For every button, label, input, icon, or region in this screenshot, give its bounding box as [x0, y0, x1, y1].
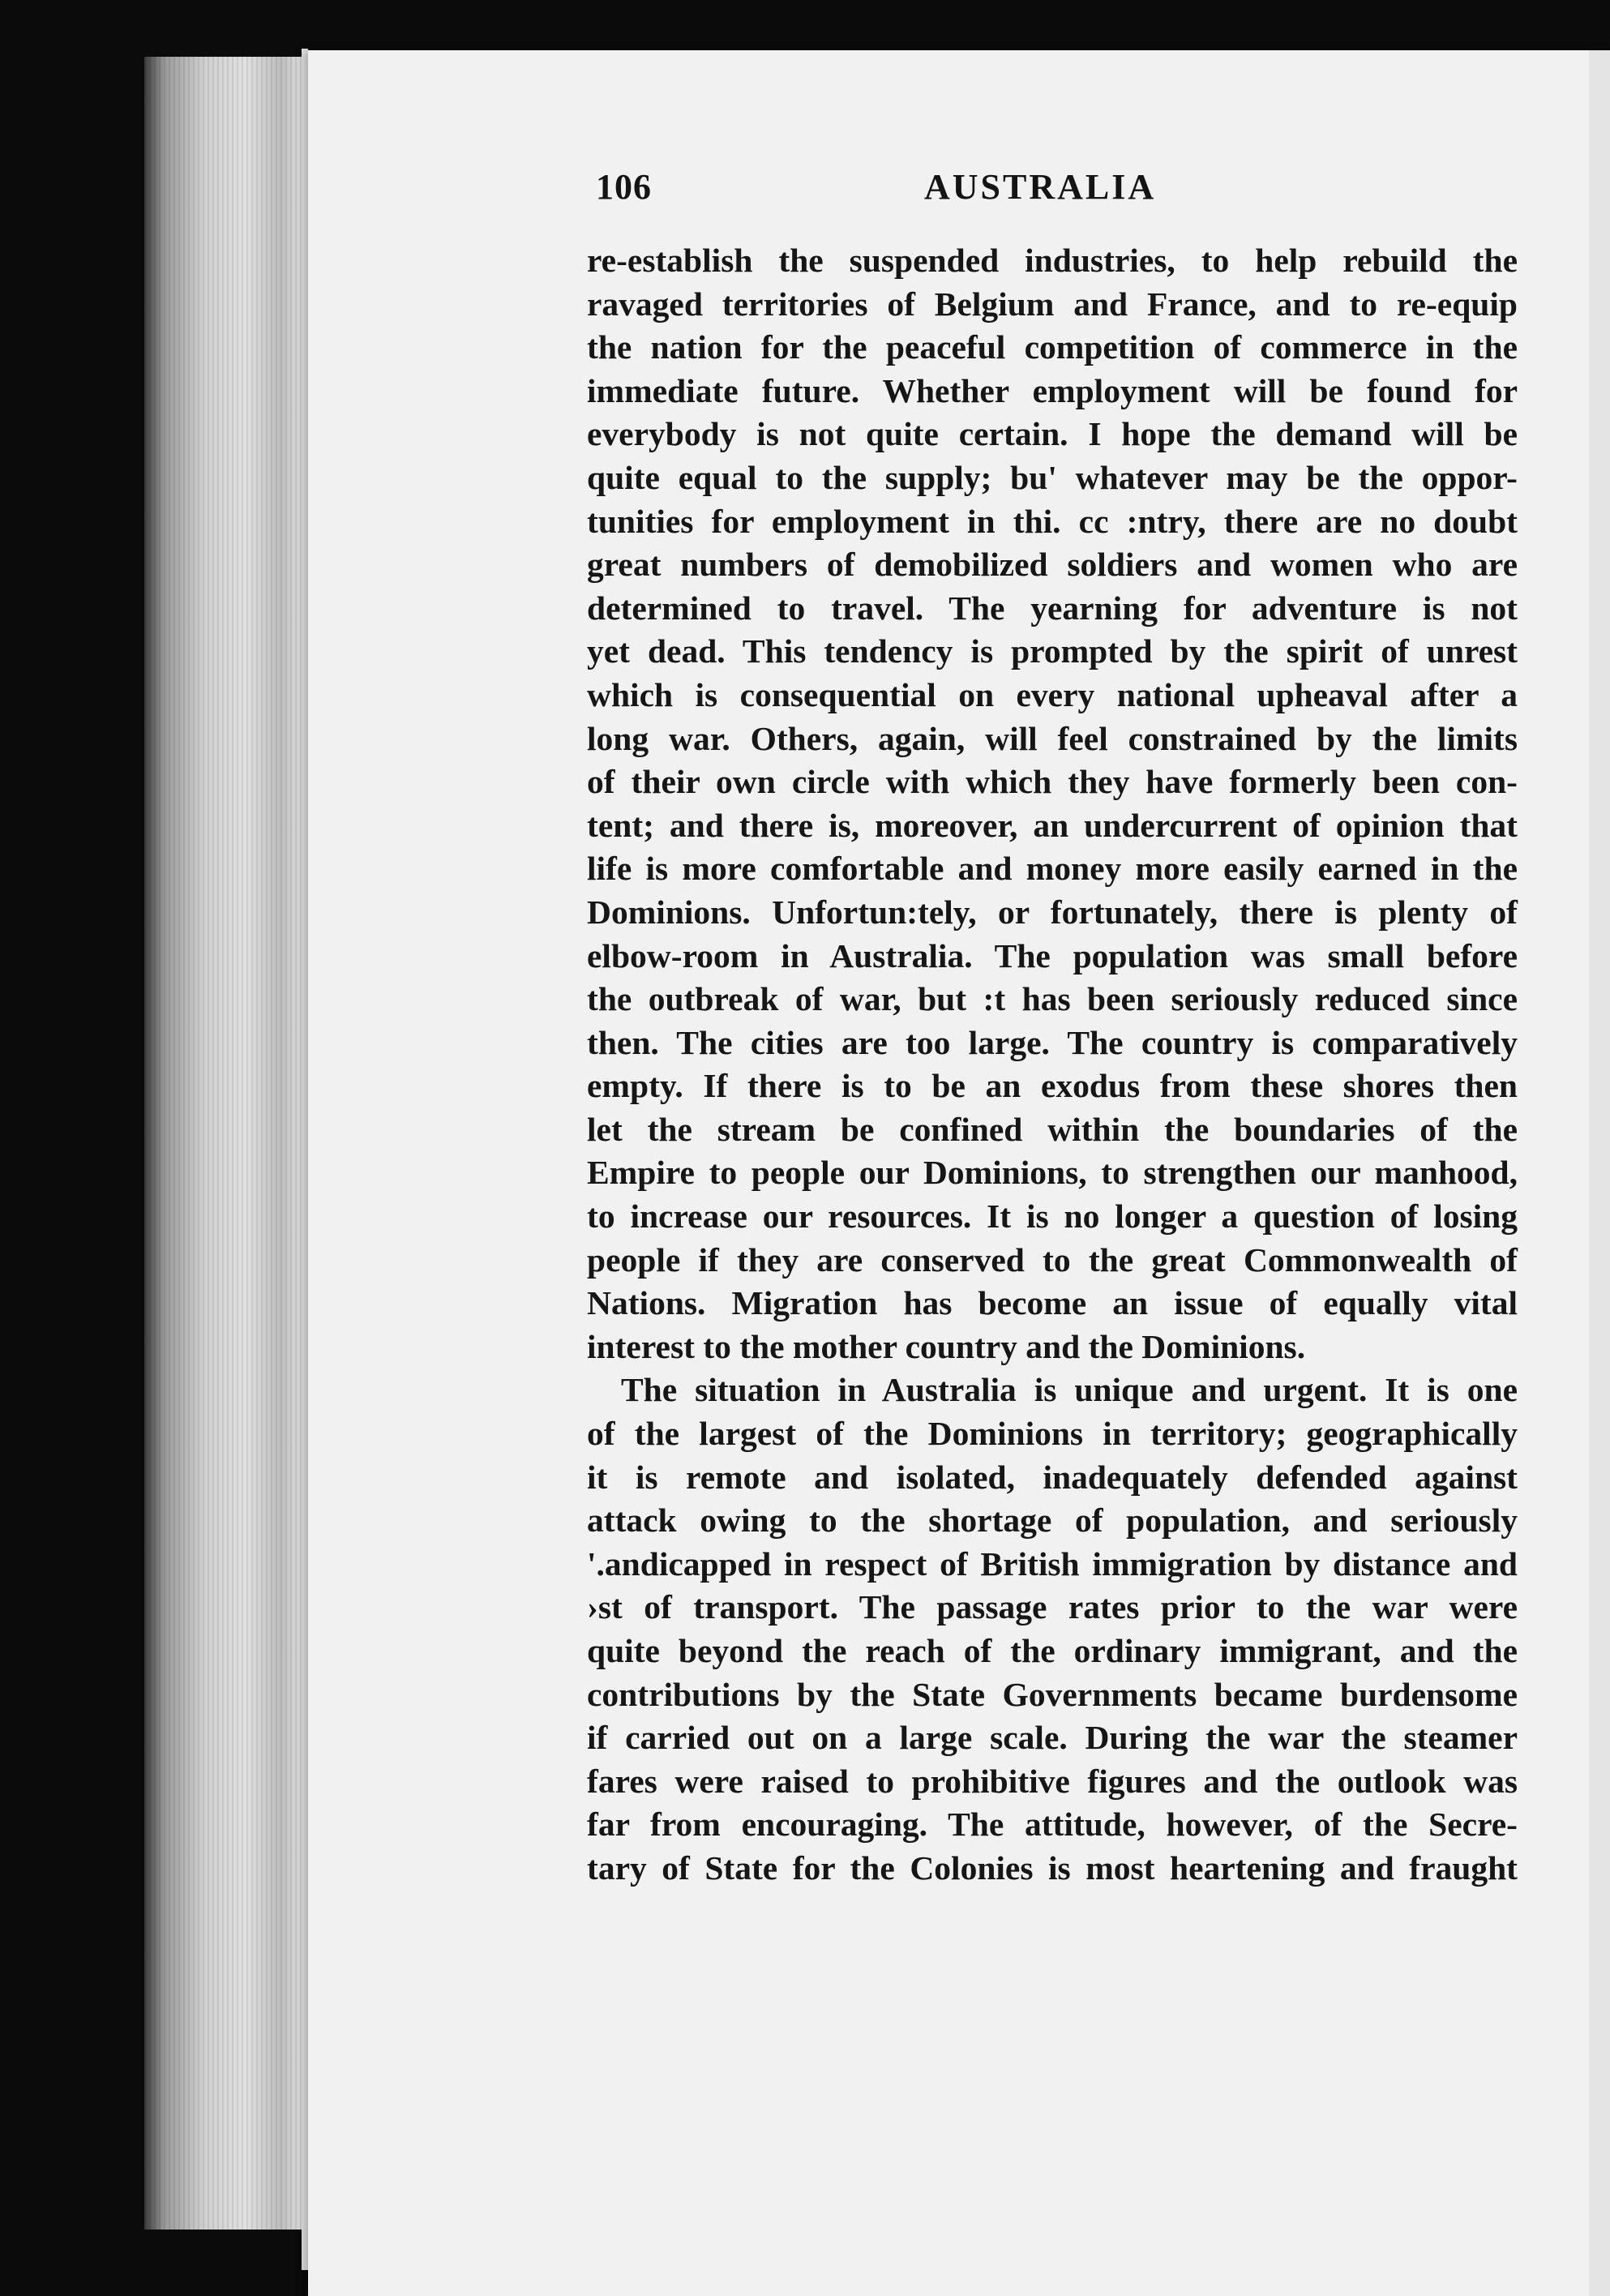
text-line: of the largest of the Dominions in territory; geographically [587, 1415, 1518, 1453]
text-line: ›st of transport. The passage rates prior to the war were [587, 1588, 1518, 1626]
text-line: quite beyond the reach of the ordinary immigrant, and the [587, 1632, 1518, 1669]
text-line: interest to the mother country and the Dominions. [587, 1327, 1306, 1365]
text-line: determined to travel. The yearning for adventure is not [587, 589, 1518, 627]
text-line: Nations. Migration has become an issue of equally vital [587, 1284, 1518, 1322]
page-gutter [302, 49, 308, 2270]
text-line: '.andicapped in respect of British immigration by distance and [587, 1544, 1518, 1583]
text-line: everybody is not quite certain. I hope the demand will be [587, 415, 1518, 453]
page-header [596, 166, 1528, 215]
text-line: immediate future. Whether employment will be found for [587, 371, 1518, 409]
text-line: life is more comfortable and money more easily earned in the [587, 850, 1518, 888]
text-line: Dominions. Unfortun:tely, or fortunately, there is plenty of [587, 893, 1518, 931]
text-line: elbow-room in Australia. The population was small before [587, 936, 1518, 975]
text-line: if carried out on a large scale. During the war the steamer [587, 1719, 1518, 1757]
text-line: the outbreak of war, but :t has been seriously reduced since [587, 980, 1518, 1018]
text-line: contributions by the State Governments became burdensome [587, 1675, 1518, 1713]
page-number: 106 [596, 167, 652, 207]
text-line: ravaged territories of Belgium and France, and to re-equip [587, 285, 1518, 323]
text-line: far from encouraging. The attitude, however, of the Secre- [587, 1806, 1518, 1844]
text-line: fares were raised to prohibitive figures and the outlook was [587, 1762, 1518, 1800]
text-line: re-establish the suspended industries, to help rebuild the [587, 242, 1518, 279]
text-line: people if they are conserved to the great Commonwealth of [587, 1240, 1518, 1279]
page-edges-binding [144, 57, 315, 2230]
text-line: tary of State for the Colonies is most heartening and fraught [587, 1848, 1518, 1887]
text-line: which is consequential on every national upheaval after a [587, 675, 1518, 713]
text-line: it is remote and isolated, inadequately defended against [587, 1458, 1518, 1496]
text-line: The situation in Australia is unique and urgent. It is one [621, 1371, 1518, 1409]
text-line: long war. Others, again, will feel constrained by the limits [587, 719, 1518, 757]
text-line: of their own circle with which they have formerly been con- [587, 763, 1518, 801]
text-line: attack owing to the shortage of population, and seriously [587, 1501, 1518, 1540]
text-line: empty. If there is to be an exodus from these shores then [587, 1067, 1518, 1105]
text-line: then. The cities are too large. The country is comparatively [587, 1023, 1518, 1061]
text-line: let the stream be confined within the boundaries of the [587, 1110, 1518, 1148]
text-line: Empire to people our Dominions, to strengthen our manhood, [587, 1154, 1518, 1192]
text-line: the nation for the peaceful competition of commerce in the [587, 328, 1518, 366]
text-line: to increase our resources. It is no longer a question of losing [587, 1197, 1518, 1236]
text-line: tent; and there is, moreover, an undercurrent of opinion that [587, 806, 1518, 844]
text-line: yet dead. This tendency is prompted by the spirit of unrest [587, 632, 1518, 670]
text-line: quite equal to the supply; bu' whatever may be the oppor- [587, 458, 1518, 496]
text-line: great numbers of demobilized soldiers and women who are [587, 546, 1518, 584]
running-head: AUSTRALIA [924, 167, 1157, 207]
text-line: tunities for employment in thi. cc :ntry, there are no doubt [587, 502, 1518, 540]
page-right-edge [1589, 50, 1610, 2296]
body-text [587, 239, 1518, 1891]
